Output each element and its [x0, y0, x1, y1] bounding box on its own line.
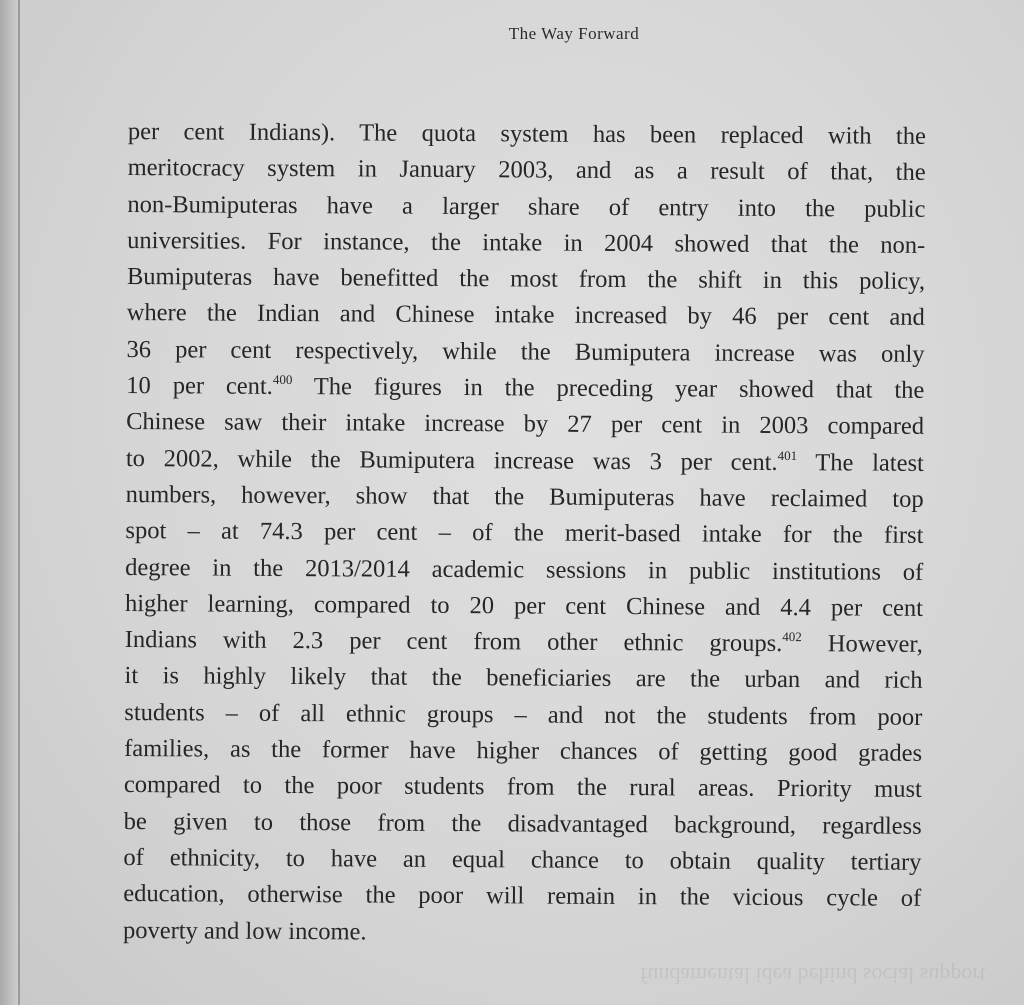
text-line: of ethnicity, to have an equal chance to obtain quality tertiary	[123, 843, 922, 876]
text-line: where the Indian and Chinese intake increased by 46 per cent and	[126, 299, 925, 332]
text-line: it is highly likely that the beneficiaries are the urban and rich	[124, 662, 923, 695]
text-line-last: poverty and low income.	[122, 916, 367, 946]
text-line: numbers, however, show that the Bumiputeras have reclaimed top	[125, 480, 924, 513]
page-gutter-shadow	[0, 0, 20, 1005]
text-line: Chinese saw their intake increase by 27 per cent in 2003 compared	[126, 408, 925, 441]
footnote-ref-402: 402	[782, 629, 802, 645]
running-head: The Way Forward	[508, 24, 640, 43]
body-paragraph	[123, 114, 926, 954]
text-line: higher learning, compared to 20 per cent Chinese and 4.4 per cent	[124, 589, 924, 622]
text-line: meritocracy system in January 2003, and as a result of that, the	[127, 154, 926, 187]
text-line: universities. For instance, the intake in 2004 showed that the non-	[127, 226, 926, 259]
text-line: degree in the 2013/2014 academic sessions in public institutions of	[125, 553, 924, 586]
bleed-through-text: fundamental idea behind social support	[640, 963, 986, 988]
text-line: families, as the former have higher chances of getting good grades	[124, 735, 923, 767]
text-line: Indians with 2.3 per cent from other ethnic groups.$^{402}$ However,	[124, 626, 923, 659]
footnote-ref-400: 400	[272, 371, 293, 388]
text-line: to 2002, while the Bumiputera increase was 3 per cent.$^{401}$ The latest	[125, 444, 924, 477]
text-line: students – of all ethnic groups – and not the students from poor	[124, 698, 923, 731]
text-line: non-Bumiputeras have a larger share of entry into the public	[127, 190, 926, 223]
text-line: spot – at 74.3 per cent – of the merit-based intake for the first	[125, 517, 924, 550]
text-line: be given to those from the disadvantaged background, regardless	[123, 807, 922, 840]
text-line: Bumiputeras have benefitted the most from the shift in this policy,	[126, 263, 926, 296]
footnote-ref-401: 401	[777, 447, 798, 463]
text-line: education, otherwise the poor will remain in the vicious cycle of	[123, 880, 922, 913]
text-line: 36 per cent respectively, while the Bumiputera increase was only	[126, 335, 925, 368]
book-page	[20, 0, 1024, 1005]
text-line: 10 per cent.$^{400}$ The figures in the preceding year showed that the	[126, 371, 925, 404]
text-line: compared to the poor students from the rural areas. Priority must	[123, 771, 922, 804]
text-line: per cent Indians). The quota system has been replaced with the	[127, 117, 926, 150]
